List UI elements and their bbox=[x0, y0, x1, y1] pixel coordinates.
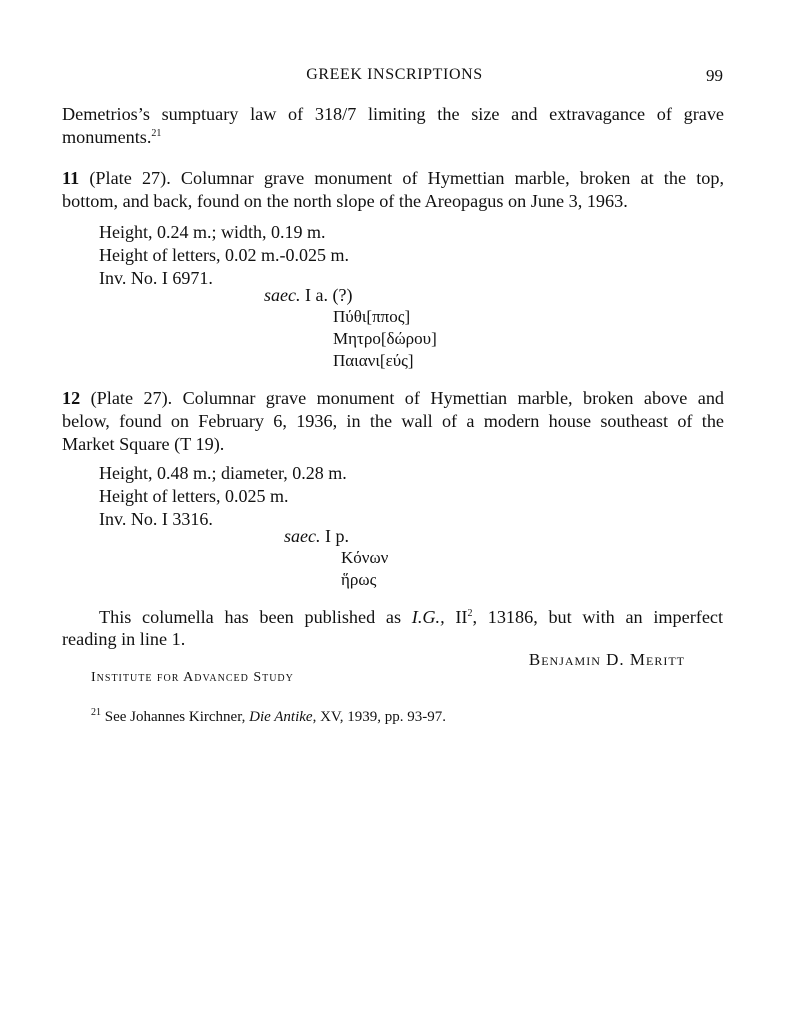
note-text-b: , 13186, but with an imperfect bbox=[472, 607, 724, 627]
note-ig: I.G., bbox=[411, 607, 445, 627]
entry-11-specs bbox=[99, 221, 349, 290]
entry-11-letter-height: Height of letters, 0.02 m.-0.025 m. bbox=[99, 245, 349, 265]
entry-12-letter-height: Height of letters, 0.025 m. bbox=[99, 486, 289, 506]
page-number: 99 bbox=[706, 66, 723, 85]
entry-12-greek-line-2: ἥρως bbox=[341, 570, 377, 589]
publication-note bbox=[99, 606, 723, 629]
note-text-a: This columella has been published as bbox=[99, 607, 402, 627]
entry-11-text-1: (Plate 27). Columnar grave monument of Hymettian marble, broken at the top, bbox=[89, 168, 724, 188]
footnote-text-a: See Johannes Kirchner, bbox=[104, 709, 246, 725]
entry-12-text-1: (Plate 27). Columnar grave monument of Hymettian marble, broken above and bbox=[90, 388, 725, 408]
entry-12-date bbox=[284, 526, 349, 547]
note-ii-sup: 2 bbox=[467, 607, 473, 619]
footnote-work: Die Antike bbox=[249, 709, 313, 725]
footnote-number: 21 bbox=[91, 707, 101, 718]
intro-line-2 bbox=[62, 126, 724, 149]
footnote-text-b: , XV, 1939, pp. 93-97. bbox=[312, 709, 447, 725]
entry-12-inventory: Inv. No. I 3316. bbox=[99, 509, 213, 529]
intro-line-1: Demetrios’s sumptuary law of 318/7 limiting the size and extravagance of grave bbox=[62, 104, 724, 124]
note-ii: II bbox=[455, 607, 468, 627]
entry-12-dimensions: Height, 0.48 m.; diameter, 0.28 m. bbox=[99, 463, 347, 483]
entry-12-date-rest: I p. bbox=[324, 526, 349, 546]
entry-11-dimensions: Height, 0.24 m.; width, 0.19 m. bbox=[99, 222, 326, 242]
entry-11-description bbox=[62, 167, 724, 213]
footnote-ref-21: 21 bbox=[151, 127, 162, 139]
note-line-2: reading in line 1. bbox=[62, 629, 186, 649]
entry-12-specs bbox=[99, 462, 347, 531]
entry-12-line-2: below, found on February 6, 1936, in the wall of a modern house southeast of the bbox=[62, 411, 724, 431]
entry-11-inventory: Inv. No. I 6971. bbox=[99, 268, 213, 288]
entry-11-greek-line-2: Μητρο[δώρου] bbox=[333, 329, 437, 348]
entry-11-number: 11 bbox=[62, 168, 80, 188]
entry-11-date-rest: I a. (?) bbox=[304, 285, 353, 305]
entry-11-greek-line-3: Παιανι[εύς] bbox=[333, 351, 414, 370]
note-line-1 bbox=[99, 606, 723, 629]
entry-11-line-2: bottom, and back, found on the north slope of the Areopagus on June 3, 1963. bbox=[62, 191, 628, 211]
entry-11-greek-line-1: Πύθι[ππος] bbox=[333, 307, 411, 326]
entry-12-number: 12 bbox=[62, 388, 81, 408]
entry-11-line-1 bbox=[62, 167, 724, 190]
intro-text: monuments. bbox=[62, 127, 152, 147]
running-header-title: GREEK INSCRIPTIONS bbox=[306, 66, 483, 83]
author-signature: Benjamin D. Meritt bbox=[528, 650, 685, 669]
entry-11-greek-text bbox=[333, 306, 437, 372]
entry-12-line-1 bbox=[62, 387, 724, 410]
entry-12-line-3: Market Square (T 19). bbox=[62, 434, 225, 454]
entry-12-description bbox=[62, 387, 724, 456]
intro-paragraph bbox=[62, 103, 724, 149]
author-institution: Institute for Advanced Study bbox=[91, 670, 294, 685]
footnote-21 bbox=[91, 709, 446, 726]
entry-12-date-italic: saec. bbox=[284, 526, 321, 546]
entry-11-date-italic: saec. bbox=[264, 285, 301, 305]
entry-11-date bbox=[264, 285, 352, 306]
entry-12-greek-text bbox=[341, 547, 388, 591]
entry-12-greek-line-1: Κόνων bbox=[341, 548, 389, 567]
